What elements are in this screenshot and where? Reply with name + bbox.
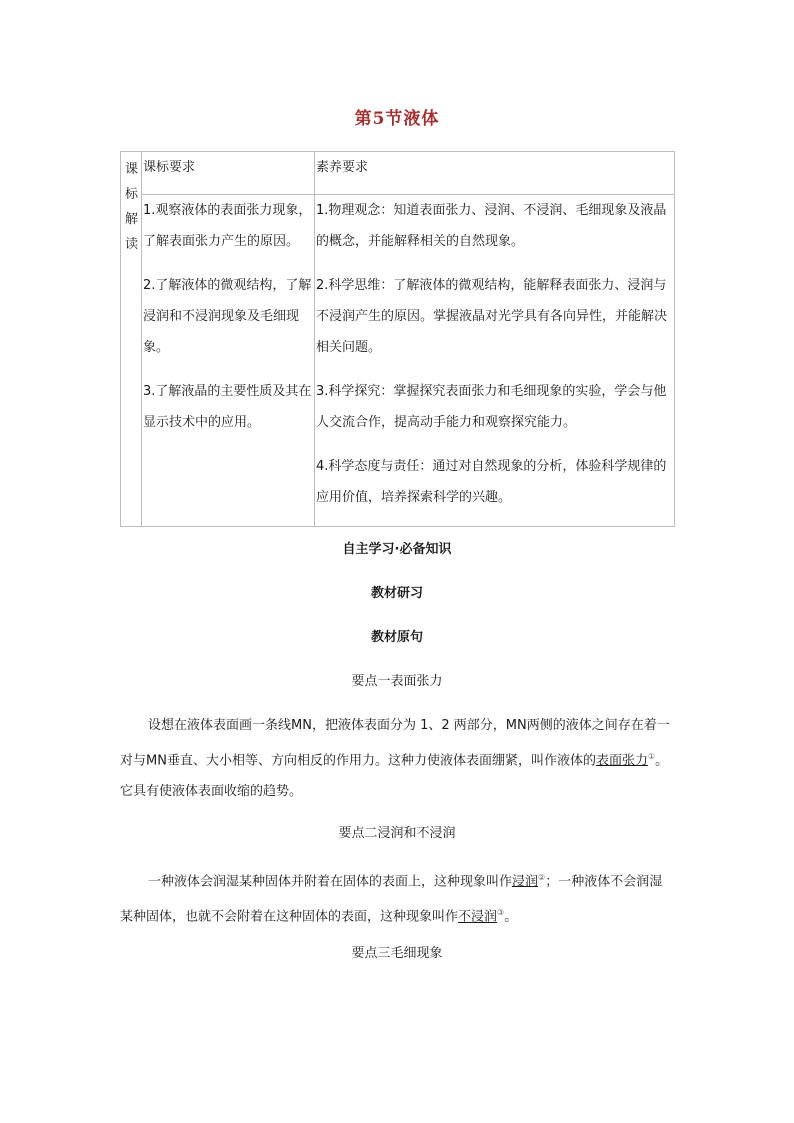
footnote-mark: ② xyxy=(538,873,546,882)
side-label-char: 课 xyxy=(124,162,138,177)
section-heading: 教材研习 xyxy=(370,586,423,601)
side-label-char: 标 xyxy=(124,187,138,202)
point-heading: 要点二浸润和不浸润 xyxy=(338,826,456,841)
literacy-cell xyxy=(315,195,675,527)
literacy-item: 3.科学探究：掌握探究表面张力和毛细现象的实验，学会与他人交流合作，提高动手能力和观察探究能力。 xyxy=(316,384,667,430)
col-header-curriculum: 课标要求 xyxy=(142,152,315,195)
curriculum-item: 2.了解液体的微观结构，了解浸润和不浸润现象及毛细现象。 xyxy=(143,278,312,355)
requirements-table xyxy=(120,151,675,527)
term-wetting: 浸润 xyxy=(512,874,539,890)
section-heading: 教材原句 xyxy=(370,630,423,645)
curriculum-item: 1.观察液体的表面张力现象，了解表面张力产生的原因。 xyxy=(143,203,312,249)
footnote-mark: ③ xyxy=(497,908,505,918)
literacy-item: 4.科学态度与责任：通过对自然现象的分析，体验科学规律的应用价值，培养探索科学的兴趣。 xyxy=(316,459,667,505)
literacy-item: 2.科学思维：了解液体的微观结构，能解释表面张力、浸润与不浸润产生的原因。掌握液晶对光学具有各向异性，并能解决相关问题。 xyxy=(316,278,668,355)
footnote-mark: ① xyxy=(647,752,656,761)
page-title: 第5节液体 xyxy=(354,109,440,129)
side-label-cell xyxy=(121,152,142,527)
paragraph-surface-tension: 设想在液体表面画一条线MN，把液体表面分为 1、2 两部分，MN两侧的液体之间存在着一对与MN垂直、大小相等、方向相反的作用力。这种力使液体表面绷紧，叫作液体的表面张力①。它具有使液体表面收缩的趋势。 xyxy=(120,718,670,800)
curriculum-item: 3.了解液晶的主要性质及其在显示技术中的应用。 xyxy=(143,384,312,430)
side-label-char: 读 xyxy=(124,237,138,252)
section-heading: 自主学习·必备知识 xyxy=(342,542,452,557)
point-heading: 要点一表面张力 xyxy=(351,674,443,689)
point-heading: 要点三毛细现象 xyxy=(351,946,443,961)
side-label-char: 解 xyxy=(124,212,138,227)
term-non-wetting: 不浸润 xyxy=(458,909,498,925)
table-body-row xyxy=(121,195,675,527)
curriculum-cell xyxy=(142,195,315,527)
col-header-literacy: 素养要求 xyxy=(315,152,675,195)
paragraph-wetting: 一种液体会润湿某种固体并附着在固体的表面上，这种现象叫作浸润②；一种液体不会润湿某种固体，也就不会附着在这种固体的表面，这种现象叫作不浸润③。 xyxy=(120,873,663,925)
term-surface-tension: 表面张力 xyxy=(595,753,648,769)
literacy-item: 1.物理观念：知道表面张力、浸润、不浸润、毛细现象及液晶的概念，并能解释相关的自然现象。 xyxy=(316,203,667,249)
table-header-row xyxy=(121,152,675,195)
